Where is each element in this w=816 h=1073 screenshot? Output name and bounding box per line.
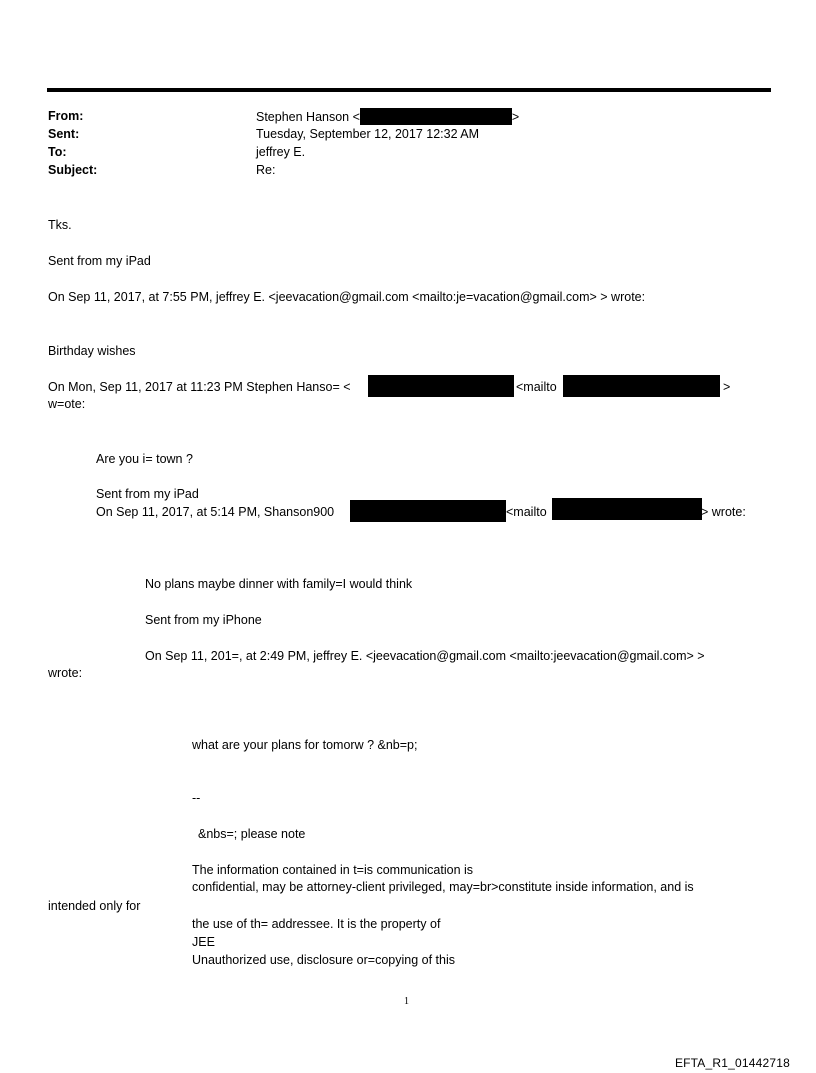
body-line-in-town: Are you i= town ? xyxy=(96,452,193,466)
body-line-plans: what are your plans for tomorw ? &nb=p; xyxy=(192,738,418,752)
body-line-quote-1: On Sep 11, 2017, at 7:55 PM, jeffrey E. <jeevacation@gmail.com <mailto:je=vacation@gmail.com> > wrote: xyxy=(48,290,646,304)
body-line-dashes: -- xyxy=(192,791,201,805)
quote-3-part-a: On Sep 11, 2017, at 5:14 PM, Shanson900 xyxy=(96,505,335,519)
sent-value: Tuesday, September 12, 2017 12:32 AM xyxy=(256,127,480,141)
body-line-info-5: Unauthorized use, disclosure or=copying of this xyxy=(192,953,455,967)
body-line-quote-4-wrap: wrote: xyxy=(48,666,83,680)
body-line-birthday: Birthday wishes xyxy=(48,344,136,358)
header-rule xyxy=(47,88,771,92)
to-label: To: xyxy=(48,145,67,159)
body-line-sent-iphone: Sent from my iPhone xyxy=(145,613,262,627)
from-value xyxy=(256,108,519,125)
quote-3-part-c: > wrote: xyxy=(701,505,746,519)
subject-value: Re: xyxy=(256,163,276,177)
page-number: 1 xyxy=(404,996,409,1007)
redaction-box xyxy=(368,375,514,397)
body-line-info-3: the use of th= addressee. It is the property of xyxy=(192,917,441,931)
body-line-sent-ipad-2: Sent from my iPad xyxy=(96,487,199,501)
from-label: From: xyxy=(48,109,84,123)
body-line-sent-ipad: Sent from my iPad xyxy=(48,254,151,268)
from-suffix: > xyxy=(511,110,520,124)
body-line-no-plans: No plans maybe dinner with family=I would think xyxy=(145,577,413,591)
body-line-info-wrap: intended only for xyxy=(48,899,141,913)
to-value: jeffrey E. xyxy=(256,145,306,159)
body-line-info-2: confidential, may be attorney-client privileged, may=br>constitute inside information, and is xyxy=(192,880,694,894)
from-name: Stephen Hanson < xyxy=(256,110,360,124)
body-line-quote-2-wrap: w=ote: xyxy=(48,397,86,411)
redaction-box xyxy=(563,375,720,397)
document-id: EFTA_R1_01442718 xyxy=(674,1056,790,1070)
body-line-please-note: &nbs=; please note xyxy=(198,827,306,841)
quote-3-part-b: <mailto xyxy=(506,505,547,519)
body-line-tks: Tks. xyxy=(48,218,72,232)
body-line-quote-2 xyxy=(48,379,351,395)
quote-2-part-a: On Mon, Sep 11, 2017 at 11:23 PM Stephen Hanso= < xyxy=(48,380,351,394)
body-line-quote-4: On Sep 11, 201=, at 2:49 PM, jeffrey E. <jeevacation@gmail.com <mailto:jeevacation@gmail.com> > xyxy=(145,649,705,663)
quote-2-part-b: <mailto xyxy=(516,380,557,394)
subject-label: Subject: xyxy=(48,163,98,177)
redaction-box xyxy=(552,498,702,520)
body-line-info-4: JEE xyxy=(192,935,215,949)
redaction-box xyxy=(360,108,512,125)
sent-label: Sent: xyxy=(48,127,80,141)
body-line-info-1: The information contained in t=is communication is xyxy=(192,863,474,877)
redaction-box xyxy=(350,500,506,522)
quote-2-part-c: > xyxy=(723,380,731,394)
